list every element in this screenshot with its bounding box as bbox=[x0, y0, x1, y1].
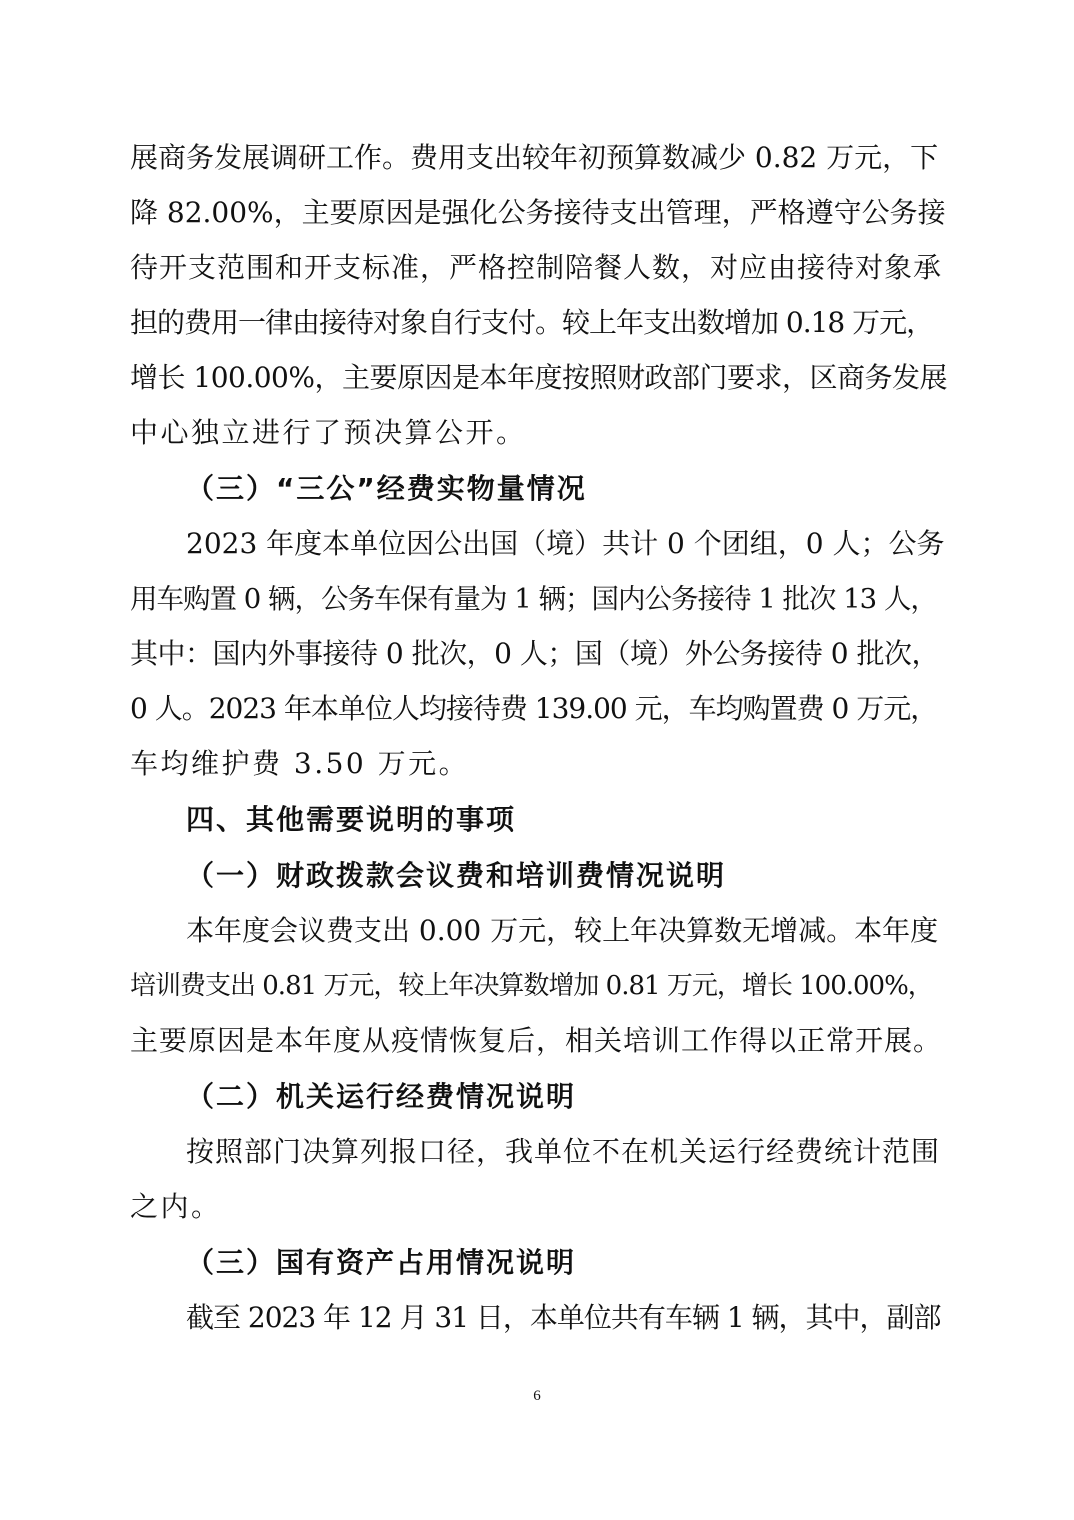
paragraph-line: 截至 2023 年 12 月 31 日，本单位共有车辆 1 辆，其中，副部 bbox=[186, 1301, 941, 1334]
section-heading: （三）“三公”经费实物量情况 bbox=[186, 472, 587, 505]
paragraph-line: 车均维护费 3.50 万元。 bbox=[130, 747, 470, 780]
paragraph-line: 中心独立进行了预决算公开。 bbox=[130, 416, 527, 449]
paragraph-line: 担的费用一律由接待对象自行支付。较上年支出数增加 0.18 万元， bbox=[130, 306, 934, 339]
paragraph-line: 0 人。2023 年本单位人均接待费 139.00 元，车均购置费 0 万元， bbox=[130, 692, 938, 725]
page-number: 6 bbox=[533, 1388, 541, 1404]
paragraph-line: 待开支范围和开支标准，严格控制陪餐人数，对应由接待对象承 bbox=[130, 251, 943, 284]
paragraph-line: 本年度会议费支出 0.00 万元，较上年决算数无增减。本年度 bbox=[186, 914, 939, 947]
paragraph-line: 其中：国内外事接待 0 批次，0 人；国（境）外公务接待 0 批次， bbox=[130, 637, 939, 670]
paragraph-line: 之内。 bbox=[130, 1190, 222, 1223]
subsection-heading: （三）国有资产占用情况说明 bbox=[186, 1246, 577, 1279]
subsection-heading: （二）机关运行经费情况说明 bbox=[186, 1080, 577, 1113]
paragraph-line: 降 82.00%，主要原因是强化公务接待支出管理，严格遵守公务接 bbox=[130, 196, 946, 229]
paragraph-line: 展商务发展调研工作。费用支出较年初预算数减少 0.82 万元，下 bbox=[130, 141, 939, 174]
paragraph-line: 用车购置 0 辆，公务车保有量为 1 辆；国内公务接待 1 批次 13 人， bbox=[130, 583, 937, 615]
paragraph-line: 培训费支出 0.81 万元，较上年决算数增加 0.81 万元，增长 100.00%， bbox=[130, 971, 933, 1001]
paragraph-line: 2023 年度本单位因公出国（境）共计 0 个团组，0 人；公务 bbox=[186, 527, 945, 560]
subsection-heading: （一）财政拨款会议费和培训费情况说明 bbox=[186, 859, 727, 892]
paragraph-line: 按照部门决算列报口径，我单位不在机关运行经费统计范围 bbox=[186, 1135, 941, 1168]
paragraph-line: 增长 100.00%，主要原因是本年度按照财政部门要求，区商务发展 bbox=[130, 361, 947, 394]
paragraph-line: 主要原因是本年度从疫情恢复后，相关培训工作得以正常开展。 bbox=[130, 1024, 943, 1057]
section-heading: 四、其他需要说明的事项 bbox=[186, 803, 517, 836]
